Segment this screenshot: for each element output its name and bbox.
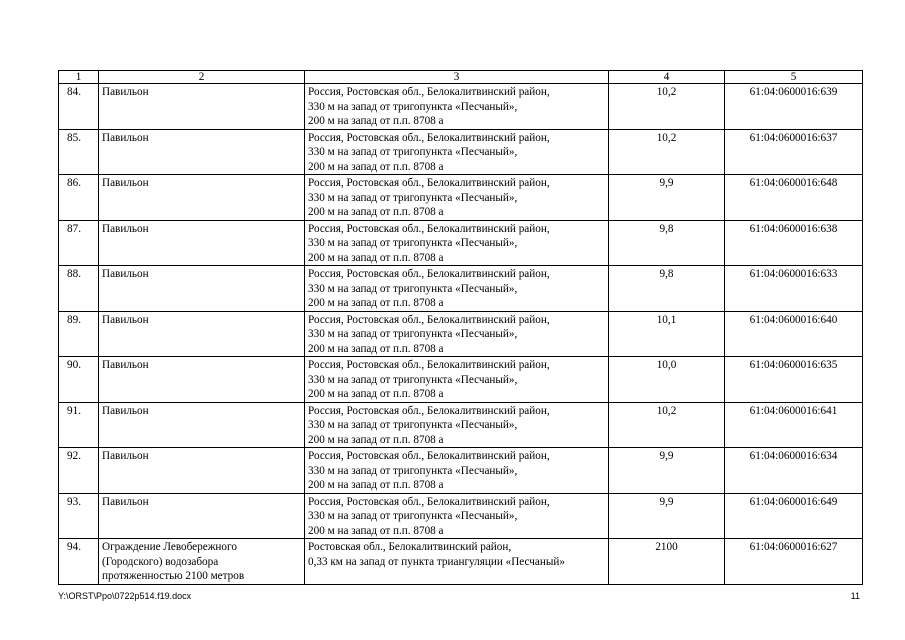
header-col-5: 5 <box>725 71 863 84</box>
object-address <box>305 493 609 539</box>
cadastral-number: 61:04:0600016:639 <box>725 84 863 130</box>
address-line: Россия, Ростовская обл., Белокалитвинский район, <box>308 495 550 508</box>
table-row <box>59 357 863 403</box>
row-number: 90. <box>59 357 99 403</box>
row-number: 84. <box>59 84 99 130</box>
object-area: 9,9 <box>609 175 725 221</box>
object-name-line: Павильон <box>102 359 149 371</box>
object-name <box>99 539 305 585</box>
address-line: Россия, Ростовская обл., Белокалитвинский район, <box>308 222 550 235</box>
object-address <box>305 175 609 221</box>
table-row <box>59 266 863 312</box>
address-line: 200 м на запад от п.п. 8708 а <box>308 342 444 355</box>
address-line: 330 м на запад от тригопункта «Песчаный», <box>308 237 518 249</box>
address-line: Россия, Ростовская обл., Белокалитвинский район, <box>308 86 550 98</box>
object-name <box>99 311 305 357</box>
object-address <box>305 266 609 312</box>
cadastral-number: 61:04:0600016:627 <box>725 539 863 585</box>
object-name-line: Павильон <box>102 495 149 508</box>
address-line: 0,33 км на запад от пункта триангуляции «Песчаный» <box>308 555 565 568</box>
object-area: 9,8 <box>609 220 725 266</box>
table-row <box>59 84 863 130</box>
address-line: Россия, Ростовская обл., Белокалитвинский район, <box>308 268 550 280</box>
table-row <box>59 493 863 539</box>
object-address <box>305 539 609 585</box>
header-col-1: 1 <box>59 71 99 84</box>
address-line: 330 м на запад от тригопункта «Песчаный», <box>308 464 518 477</box>
address-line: Россия, Ростовская обл., Белокалитвинский район, <box>308 450 550 462</box>
address-line: 330 м на запад от тригопункта «Песчаный», <box>308 282 518 295</box>
address-line: 200 м на запад от п.п. 8708 а <box>308 388 444 400</box>
row-number: 86. <box>59 175 99 221</box>
table-row <box>59 402 863 448</box>
object-address <box>305 402 609 448</box>
address-line: 330 м на запад от тригопункта «Песчаный», <box>308 100 518 113</box>
row-number: 87. <box>59 220 99 266</box>
object-name <box>99 357 305 403</box>
object-name-line: Павильон <box>102 131 149 144</box>
object-address <box>305 129 609 175</box>
object-address <box>305 448 609 494</box>
row-number: 89. <box>59 311 99 357</box>
object-name-line: Павильон <box>102 450 149 462</box>
object-name-line: Павильон <box>102 177 149 189</box>
object-area: 9,9 <box>609 493 725 539</box>
object-area: 9,8 <box>609 266 725 312</box>
address-line: 330 м на запад от тригопункта «Песчаный», <box>308 146 518 158</box>
object-name-line: Павильон <box>102 404 149 417</box>
address-line: 200 м на запад от п.п. 8708 а <box>308 160 444 173</box>
object-area: 10,2 <box>609 84 725 130</box>
row-number: 91. <box>59 402 99 448</box>
header-col-2: 2 <box>99 71 305 84</box>
address-line: Россия, Ростовская обл., Белокалитвинский район, <box>308 131 550 144</box>
object-name-line: (Городского) водозабора <box>102 555 219 568</box>
object-address <box>305 311 609 357</box>
object-address <box>305 220 609 266</box>
object-name <box>99 266 305 312</box>
object-name <box>99 129 305 175</box>
cadastral-number: 61:04:0600016:635 <box>725 357 863 403</box>
row-number: 88. <box>59 266 99 312</box>
address-line: Ростовская обл., Белокалитвинский район, <box>308 541 512 553</box>
object-name <box>99 493 305 539</box>
row-number: 92. <box>59 448 99 494</box>
address-line: 200 м на запад от п.п. 8708 а <box>308 115 444 127</box>
address-line: 330 м на запад от тригопункта «Песчаный», <box>308 328 518 340</box>
cadastral-number: 61:04:0600016:638 <box>725 220 863 266</box>
cadastral-number: 61:04:0600016:641 <box>725 402 863 448</box>
object-address <box>305 84 609 130</box>
address-line: 330 м на запад от тригопункта «Песчаный», <box>308 373 518 386</box>
object-area: 10,2 <box>609 402 725 448</box>
address-line: Россия, Ростовская обл., Белокалитвинский район, <box>308 177 550 189</box>
object-name-line: Ограждение Левобережного <box>102 541 237 553</box>
address-line: 200 м на запад от п.п. 8708 а <box>308 251 444 264</box>
address-line: 200 м на запад от п.п. 8708 а <box>308 206 444 218</box>
table-row <box>59 129 863 175</box>
address-line: 200 м на запад от п.п. 8708 а <box>308 297 444 309</box>
table-row <box>59 175 863 221</box>
cadastral-number: 61:04:0600016:649 <box>725 493 863 539</box>
table-row <box>59 311 863 357</box>
object-name <box>99 175 305 221</box>
cadastral-number: 61:04:0600016:634 <box>725 448 863 494</box>
object-name-line: Павильон <box>102 313 149 326</box>
row-number: 85. <box>59 129 99 175</box>
footer-file-path: Y:\ORST\Ppo\0722p514.f19.docx <box>58 591 192 601</box>
object-name-line: протяженностью 2100 метров <box>102 570 245 582</box>
table-row <box>59 448 863 494</box>
object-area: 2100 <box>609 539 725 585</box>
object-area: 10,0 <box>609 357 725 403</box>
address-line: Россия, Ростовская обл., Белокалитвинский район, <box>308 359 550 371</box>
object-name <box>99 84 305 130</box>
address-line: 200 м на запад от п.п. 8708 а <box>308 433 444 446</box>
footer-page-number: 11 <box>850 591 860 601</box>
object-address <box>305 357 609 403</box>
row-number: 93. <box>59 493 99 539</box>
cadastral-number: 61:04:0600016:648 <box>725 175 863 221</box>
table-row <box>59 539 863 585</box>
object-name <box>99 448 305 494</box>
object-name <box>99 220 305 266</box>
table-header-row <box>59 71 863 84</box>
address-line: 330 м на запад от тригопункта «Песчаный», <box>308 419 518 431</box>
address-line: Россия, Ростовская обл., Белокалитвинский район, <box>308 404 550 417</box>
table-row <box>59 220 863 266</box>
address-line: 200 м на запад от п.п. 8708 а <box>308 479 444 491</box>
object-name <box>99 402 305 448</box>
object-area: 10,2 <box>609 129 725 175</box>
object-name-line: Павильон <box>102 268 149 280</box>
cadastral-number: 61:04:0600016:637 <box>725 129 863 175</box>
object-area: 10,1 <box>609 311 725 357</box>
cadastral-number: 61:04:0600016:640 <box>725 311 863 357</box>
cadastral-number: 61:04:0600016:633 <box>725 266 863 312</box>
object-area: 9,9 <box>609 448 725 494</box>
header-col-4: 4 <box>609 71 725 84</box>
address-line: 330 м на запад от тригопункта «Песчаный», <box>308 191 518 204</box>
address-line: Россия, Ростовская обл., Белокалитвинский район, <box>308 313 550 326</box>
objects-table <box>58 70 863 585</box>
object-name-line: Павильон <box>102 222 149 235</box>
object-name-line: Павильон <box>102 86 149 98</box>
address-line: 330 м на запад от тригопункта «Песчаный», <box>308 510 518 522</box>
row-number: 94. <box>59 539 99 585</box>
header-col-3: 3 <box>305 71 609 84</box>
address-line: 200 м на запад от п.п. 8708 а <box>308 524 444 537</box>
